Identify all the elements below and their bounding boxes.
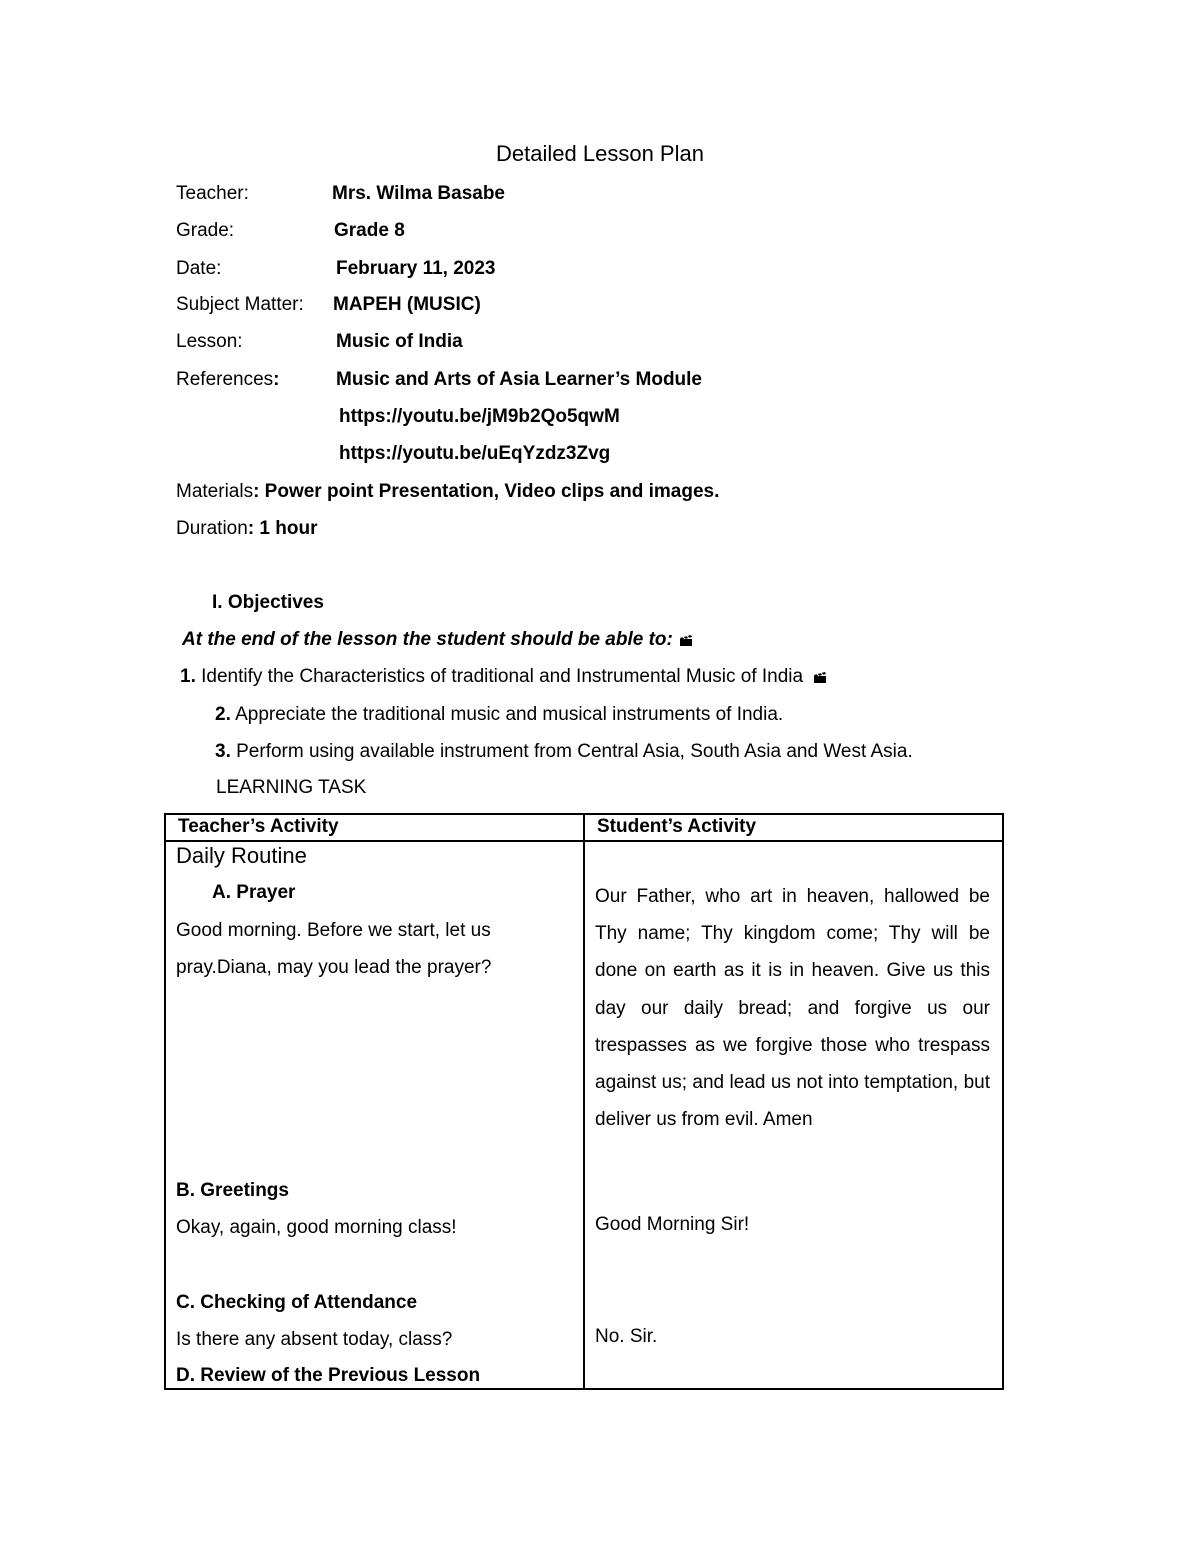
- duration-row: Duration: 1 hour: [176, 518, 318, 539]
- prayer-student-response: Our Father, who art in heaven, hallowed be Thy name; Thy kingdom come; Thy will be done on earth as it is in heaven. Give us this day our daily bread; and forgive us our trespasses as we forgive those who trespass against us; and lead us not into temptation, but deliver us from evil. Amen: [595, 886, 990, 1131]
- teacher-label: Teacher:: [176, 183, 249, 204]
- attendance-teacher: Is there any absent today, class?: [176, 1329, 453, 1350]
- grade-label: Grade:: [176, 220, 235, 241]
- objective-item-2: 2. Appreciate the traditional music and musical instruments of India.: [215, 704, 784, 725]
- subject-value: MAPEH (MUSIC): [333, 294, 481, 315]
- review-heading: D. Review of the Previous Lesson: [176, 1365, 481, 1386]
- references-label: References:: [176, 369, 280, 390]
- objectives-heading: I. Objectives: [212, 592, 324, 613]
- lesson-value: Music of India: [336, 331, 463, 352]
- materials-row: Materials: Power point Presentation, Video clips and images.: [176, 481, 720, 502]
- reference-module: Music and Arts of Asia Learner’s Module: [336, 369, 703, 390]
- attendance-student: No. Sir.: [595, 1326, 658, 1347]
- student-activity-header: Student’s Activity: [584, 814, 1003, 841]
- teacher-activity-cell: [165, 841, 584, 1389]
- date-value: February 11, 2023: [336, 258, 496, 279]
- learning-task-heading: LEARNING TASK: [216, 777, 367, 798]
- learning-task-table: [164, 813, 1004, 1390]
- grade-value: Grade 8: [334, 220, 405, 241]
- greetings-heading: B. Greetings: [176, 1180, 289, 1201]
- clapperboard-icon: [679, 634, 693, 646]
- prayer-heading: A. Prayer: [212, 882, 296, 903]
- clapperboard-icon: [813, 671, 827, 683]
- student-activity-cell: [584, 841, 1003, 1389]
- prayer-teacher-line-1: Good morning. Before we start, let us: [176, 920, 491, 941]
- objectives-intro: At the end of the lesson the student should be able to:: [182, 629, 693, 651]
- teacher-value: Mrs. Wilma Basabe: [332, 183, 506, 204]
- attendance-heading: C. Checking of Attendance: [176, 1292, 418, 1313]
- objective-item-1: 1. Identify the Characteristics of traditional and Instrumental Music of India: [180, 666, 827, 688]
- page-title: Detailed Lesson Plan: [496, 141, 704, 166]
- reference-link-1[interactable]: https://youtu.be/jM9b2Qo5qwM: [339, 406, 620, 427]
- lesson-label: Lesson:: [176, 331, 243, 352]
- date-label: Date:: [176, 258, 222, 279]
- subject-label: Subject Matter:: [176, 294, 304, 315]
- objective-item-3: 3. Perform using available instrument from Central Asia, South Asia and West Asia.: [215, 741, 913, 762]
- prayer-teacher-line-2: pray.Diana, may you lead the prayer?: [176, 957, 492, 978]
- greetings-teacher: Okay, again, good morning class!: [176, 1217, 457, 1238]
- reference-link-2[interactable]: https://youtu.be/uEqYzdz3Zvg: [339, 443, 611, 464]
- daily-routine-heading: Daily Routine: [176, 843, 307, 868]
- teacher-activity-header: Teacher’s Activity: [165, 814, 584, 841]
- greetings-student: Good Morning Sir!: [595, 1214, 750, 1235]
